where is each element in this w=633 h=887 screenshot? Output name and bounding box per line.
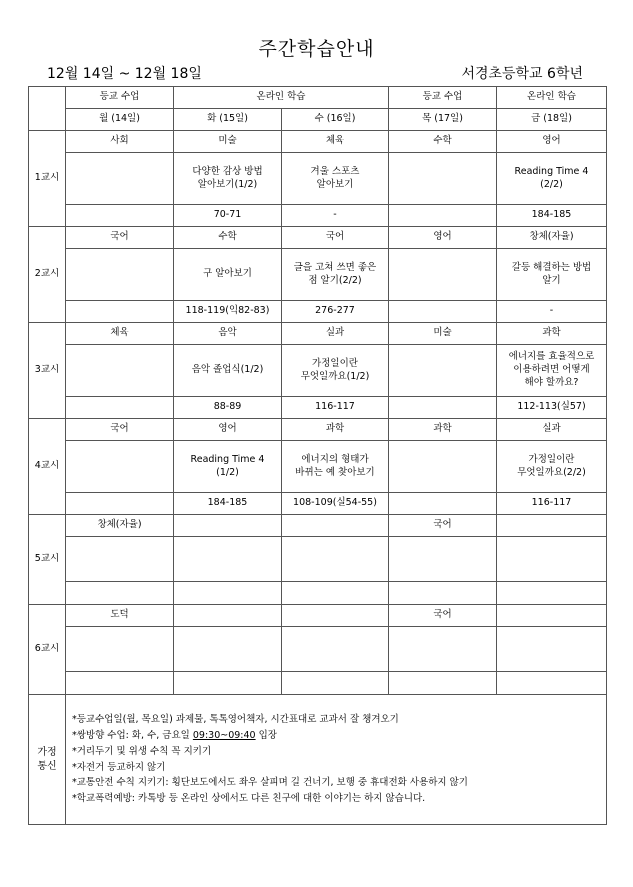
lesson-content-cell: [389, 345, 497, 397]
notice-line: [72, 728, 600, 744]
subject-cell: 사회: [66, 131, 174, 153]
lesson-content-cell: [389, 537, 497, 582]
period-content-row: [29, 345, 607, 397]
period-pages-row: [29, 582, 607, 605]
subject-cell: 수학: [174, 227, 282, 249]
period-row: [29, 419, 607, 441]
textbook-pages-cell: [389, 582, 497, 605]
period-content-row: [29, 441, 607, 493]
textbook-pages-cell: [497, 672, 607, 695]
textbook-pages-cell: 184-185: [174, 493, 282, 515]
lesson-content-cell: 겨울 스포츠 알아보기: [282, 153, 389, 205]
period-pages-row: [29, 397, 607, 419]
period-row: [29, 323, 607, 345]
textbook-pages-cell: [66, 205, 174, 227]
lesson-content-cell: [389, 627, 497, 672]
subject-cell: 과학: [389, 419, 497, 441]
lesson-content-cell: [66, 627, 174, 672]
period-label: 5교시: [29, 515, 66, 605]
textbook-pages-cell: -: [497, 301, 607, 323]
notice-line: *자전거 등교하지 않기: [72, 761, 166, 773]
lesson-content-cell: [174, 537, 282, 582]
period-content-row: [29, 627, 607, 672]
textbook-pages-cell: [389, 493, 497, 515]
lesson-content-cell: [66, 441, 174, 493]
lesson-content-cell: [497, 537, 607, 582]
lesson-content-cell: 가정일이란 무엇일까요(2/2): [497, 441, 607, 493]
mode-header: 등교 수업: [66, 87, 174, 109]
day-header: 수 (16일): [282, 109, 389, 131]
school-name: 서경초등학교 6학년: [461, 66, 583, 82]
lesson-content-cell: [497, 627, 607, 672]
period-content-row: [29, 153, 607, 205]
lesson-content-cell: 에너지를 효율적으로 이용하려면 어떻게 해야 할까요?: [497, 345, 607, 397]
lesson-content-cell: [66, 537, 174, 582]
textbook-pages-cell: [174, 672, 282, 695]
subject-cell: [497, 605, 607, 627]
period-row: [29, 131, 607, 153]
textbook-pages-cell: 184-185: [497, 205, 607, 227]
period-label: 3교시: [29, 323, 66, 419]
notice-text: 입장: [255, 730, 277, 742]
textbook-pages-cell: [66, 397, 174, 419]
day-header: 화 (15일): [174, 109, 282, 131]
period-pages-row: [29, 205, 607, 227]
subject-cell: 과학: [282, 419, 389, 441]
subject-cell: 미술: [389, 323, 497, 345]
textbook-pages-cell: [389, 397, 497, 419]
subject-cell: 실과: [497, 419, 607, 441]
day-header: 월 (14일): [66, 109, 174, 131]
timetable: [28, 86, 607, 825]
lesson-content-cell: 가정일이란 무엇일까요(1/2): [282, 345, 389, 397]
mode-header: 온라인 학습: [497, 87, 607, 109]
subject-cell: 음악: [174, 323, 282, 345]
lesson-content-cell: [66, 153, 174, 205]
lesson-content-cell: 갈등 해결하는 방법 알기: [497, 249, 607, 301]
textbook-pages-cell: 88-89: [174, 397, 282, 419]
lesson-content-cell: 구 알아보기: [174, 249, 282, 301]
textbook-pages-cell: 70-71: [174, 205, 282, 227]
period-pages-row: [29, 672, 607, 695]
notice-line: *등교수업일(월, 목요일) 과제물, 톡톡영어책자, 시간표대로 교과서 잘 챙겨오기: [72, 714, 399, 726]
notice-content: [66, 695, 607, 825]
textbook-pages-cell: 108-109(실54-55): [282, 493, 389, 515]
textbook-pages-cell: 112-113(실57): [497, 397, 607, 419]
textbook-pages-cell: 276-277: [282, 301, 389, 323]
lesson-content-cell: [282, 627, 389, 672]
period-row: [29, 515, 607, 537]
subject-cell: 영어: [174, 419, 282, 441]
period-pages-row: [29, 493, 607, 515]
lesson-content-cell: Reading Time 4 (2/2): [497, 153, 607, 205]
period-label: 4교시: [29, 419, 66, 515]
subject-cell: 과학: [497, 323, 607, 345]
notice-row: [29, 695, 607, 825]
subject-cell: 체육: [282, 131, 389, 153]
subject-cell: 체육: [66, 323, 174, 345]
textbook-pages-cell: 116-117: [282, 397, 389, 419]
period-label: 1교시: [29, 131, 66, 227]
notice-line: *거리두기 및 위생 수칙 꼭 지키기: [72, 745, 212, 757]
period-content-row: [29, 249, 607, 301]
textbook-pages-cell: [497, 582, 607, 605]
textbook-pages-cell: 116-117: [497, 493, 607, 515]
lesson-content-cell: 음악 졸업식(1/2): [174, 345, 282, 397]
subject-cell: 실과: [282, 323, 389, 345]
notice-line: *교통안전 수칙 지키기: 횡단보도에서도 좌우 살피며 길 건너기, 보행 중 휴대전화 사용하지 않기: [72, 777, 468, 789]
textbook-pages-cell: [66, 493, 174, 515]
lesson-content-cell: [389, 441, 497, 493]
period-label: 6교시: [29, 605, 66, 695]
textbook-pages-cell: -: [282, 205, 389, 227]
corner-cell: [29, 87, 66, 131]
period-row: [29, 605, 607, 627]
subject-cell: 도덕: [66, 605, 174, 627]
period-row: [29, 227, 607, 249]
notice-text: *쌍방향 수업: 화, 수, 금요일: [72, 730, 193, 742]
subject-cell: 국어: [66, 419, 174, 441]
lesson-content-cell: [66, 345, 174, 397]
textbook-pages-cell: [66, 672, 174, 695]
subject-cell: [282, 605, 389, 627]
subject-cell: 창체(자율): [497, 227, 607, 249]
textbook-pages-cell: [174, 582, 282, 605]
subject-cell: 국어: [282, 227, 389, 249]
textbook-pages-cell: [389, 205, 497, 227]
lesson-content-cell: [66, 249, 174, 301]
textbook-pages-cell: 118-119(익82-83): [174, 301, 282, 323]
textbook-pages-cell: [282, 582, 389, 605]
textbook-pages-cell: [66, 301, 174, 323]
lesson-content-cell: [389, 153, 497, 205]
notice-line: *학교폭력예방: 카톡방 등 온라인 상에서도 다른 친구에 대한 이야기는 하지 않습니다.: [72, 792, 426, 804]
subject-cell: 창체(자율): [66, 515, 174, 537]
subject-cell: 국어: [66, 227, 174, 249]
lesson-content-cell: [389, 249, 497, 301]
textbook-pages-cell: [282, 672, 389, 695]
textbook-pages-cell: [389, 672, 497, 695]
subject-cell: 수학: [389, 131, 497, 153]
subject-cell: [497, 515, 607, 537]
period-pages-row: [29, 301, 607, 323]
day-header: 금 (18일): [497, 109, 607, 131]
lesson-content-cell: Reading Time 4 (1/2): [174, 441, 282, 493]
period-content-row: [29, 537, 607, 582]
subject-cell: 국어: [389, 605, 497, 627]
subject-cell: 영어: [497, 131, 607, 153]
lesson-content-cell: [282, 537, 389, 582]
lesson-content-cell: [174, 627, 282, 672]
mode-header: 등교 수업: [389, 87, 497, 109]
page-title: 주간학습안내: [258, 38, 375, 60]
date-range: 12월 14일 ~ 12월 18일: [47, 66, 202, 82]
day-header: 목 (17일): [389, 109, 497, 131]
subject-cell: [174, 605, 282, 627]
subject-cell: [282, 515, 389, 537]
period-label: 2교시: [29, 227, 66, 323]
textbook-pages-cell: [389, 301, 497, 323]
lesson-content-cell: 글을 고쳐 쓰면 좋은 점 알기(2/2): [282, 249, 389, 301]
notice-label: 가정 통신: [29, 695, 66, 825]
textbook-pages-cell: [66, 582, 174, 605]
lesson-content-cell: 다양한 감상 방법 알아보기(1/2): [174, 153, 282, 205]
subject-cell: 국어: [389, 515, 497, 537]
entry-time: 09:30~09:40: [192, 730, 256, 742]
subject-cell: [174, 515, 282, 537]
lesson-content-cell: 에너지의 형태가 바뀌는 예 찾아보기: [282, 441, 389, 493]
subject-cell: 미술: [174, 131, 282, 153]
subject-cell: 영어: [389, 227, 497, 249]
mode-header: 온라인 학습: [174, 87, 389, 109]
